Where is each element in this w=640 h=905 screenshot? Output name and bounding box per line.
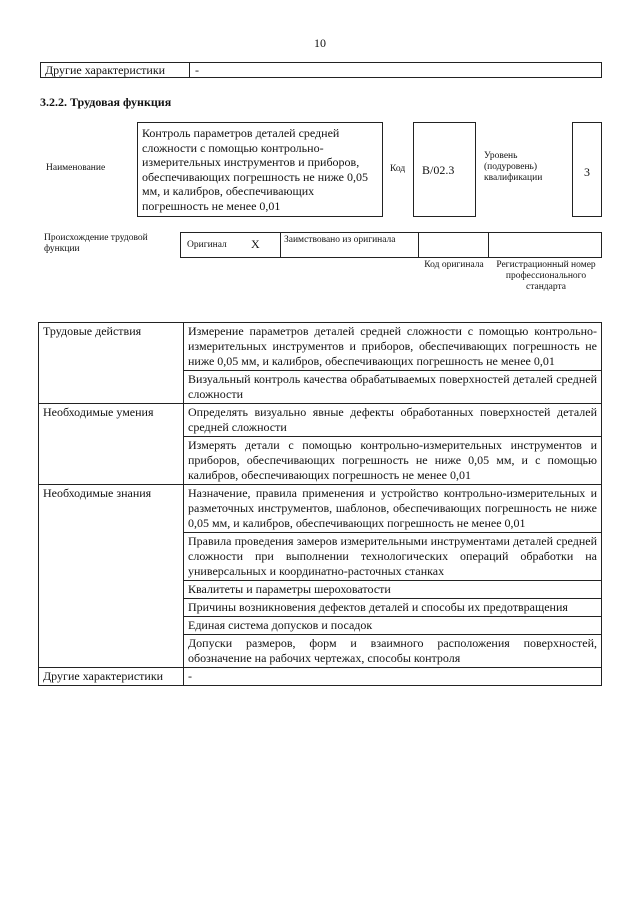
name-label: Наименование bbox=[46, 163, 106, 173]
borrowed-label: Заимствовано из оригинала bbox=[284, 235, 396, 245]
section-title: 3.2.2. Трудовая функция bbox=[40, 95, 172, 109]
code-label: Код bbox=[390, 164, 406, 174]
origin-code-cell bbox=[419, 233, 489, 257]
knowledge-label: Необходимые знания bbox=[39, 485, 184, 668]
code-box: B/02.3 bbox=[413, 122, 476, 217]
knowledge-item: Квалитеты и параметры шероховатости bbox=[184, 581, 602, 599]
action-item: Измерение параметров деталей средней сложности с помощью контрольно-измерительных инструментов и приборов, обеспечивающих погрешность не ниже 0,05 мм, и калибров, обеспечивающих погрешность не менее 0,01 bbox=[184, 323, 602, 371]
other-characteristics-value: - bbox=[195, 63, 199, 77]
original-mark: X bbox=[251, 237, 260, 251]
knowledge-item: Допуски размеров, форм и взаимного расположения поверхностей, обозначение на рабочих чертежах, способы контроля bbox=[184, 635, 602, 668]
table-row bbox=[39, 668, 602, 686]
function-name-box: Контроль параметров деталей средней сложности с помощью контрольно-измерительных инструментов и приборов, обеспечивающих погрешность не ниже 0,05 мм, и калибров, обеспечивающих погрешность не менее 0,01 bbox=[137, 122, 383, 217]
page-number: 10 bbox=[314, 36, 326, 50]
labor-function-table bbox=[38, 322, 602, 686]
actions-label: Трудовые действия bbox=[39, 323, 184, 404]
reg-number-caption: Регистрационный номер профессионального стандарта bbox=[496, 260, 596, 292]
other-characteristics-label: Другие характеристики bbox=[41, 63, 190, 77]
origin-reg-number-cell bbox=[489, 233, 601, 257]
action-item: Визуальный контроль качества обрабатываемых поверхностей деталей средней сложности bbox=[184, 371, 602, 404]
origin-borrowed-cell bbox=[281, 233, 419, 257]
table-row bbox=[39, 404, 602, 437]
qualification-level-label: Уровень (подуровень) квалификации bbox=[484, 151, 543, 183]
other-characteristics-row-top bbox=[40, 62, 602, 78]
original-label: Оригинал bbox=[187, 240, 227, 250]
code-original-caption: Код оригинала bbox=[424, 260, 484, 270]
other-characteristics-label-bottom: Другие характеристики bbox=[39, 668, 184, 686]
qualification-level-box: 3 bbox=[572, 122, 602, 217]
skill-item: Определять визуально явные дефекты обработанных поверхностей деталей средней сложности bbox=[184, 404, 602, 437]
skills-label: Необходимые умения bbox=[39, 404, 184, 485]
skill-item: Измерять детали с помощью контрольно-измерительных инструментов и приборов, обеспечивающих погрешность не ниже 0,05 мм, и с помощью калибров, обеспечивающих погрешность не менее 0,01 bbox=[184, 437, 602, 485]
origin-label: Происхождение трудовой функции bbox=[44, 233, 148, 254]
table-row bbox=[39, 485, 602, 533]
knowledge-item: Назначение, правила применения и устройство контрольно-измерительных и разметочных инструментов, шаблонов, обеспечивающих погрешность не ниже 0,05 мм, и калибров, обеспечивающих погрешность не менее 0,01 bbox=[184, 485, 602, 533]
other-characteristics-value-bottom: - bbox=[184, 668, 602, 686]
table-row bbox=[39, 323, 602, 371]
knowledge-item: Единая система допусков и посадок bbox=[184, 617, 602, 635]
knowledge-item: Причины возникновения дефектов деталей и способы их предотвращения bbox=[184, 599, 602, 617]
origin-table bbox=[180, 232, 602, 258]
origin-original-cell bbox=[181, 233, 281, 257]
knowledge-item: Правила проведения замеров измерительными инструментами деталей средней сложности при выполнении технологических операций обработки на универсальных и координатно-расточных станках bbox=[184, 533, 602, 581]
